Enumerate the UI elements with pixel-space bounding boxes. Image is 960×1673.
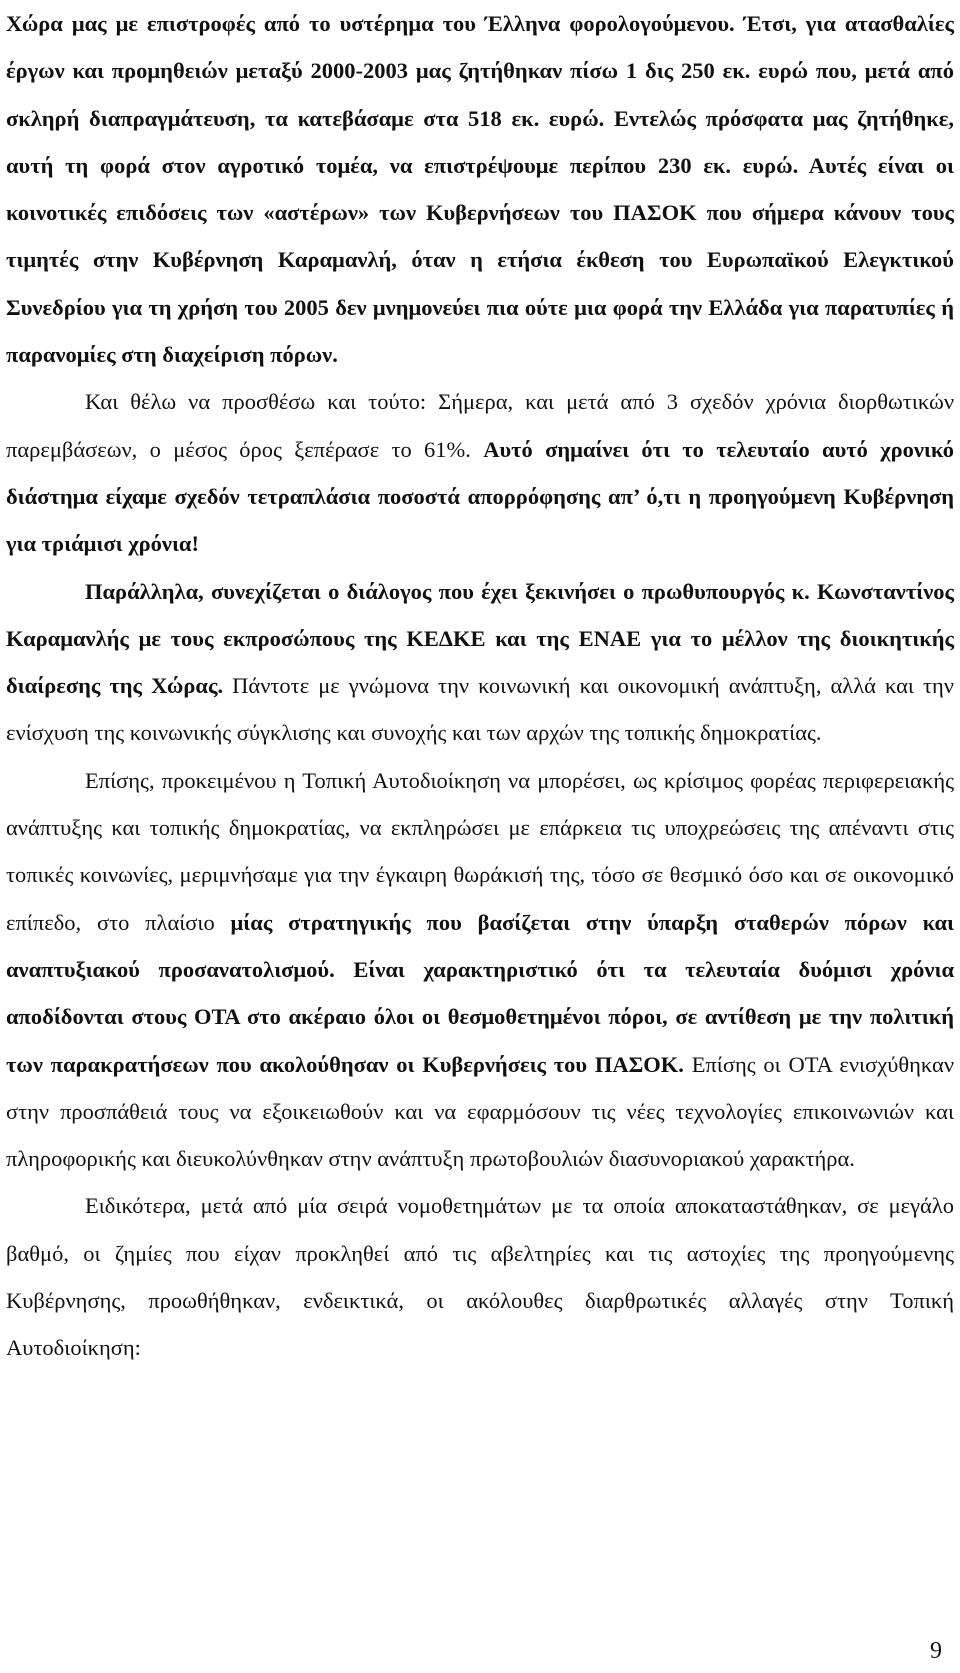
- page-number: 9: [930, 1638, 942, 1664]
- paragraph-2-text: Και θέλω να προσθέσω και τούτο: Σήμερα, και μετά από 3 σχεδόν χρόνια διορθωτικών παρεμβάσεων, ο μέσος όρος ξεπέρασε το 61%.: [6, 389, 954, 462]
- paragraph-2-bold-text: Αυτό σημαίνει ότι το τελευταίο αυτό χρονικό διάστημα είχαμε σχεδόν τετραπλάσια ποσοστά απορρόφησης απ’ ό,τι η προηγούμενη Κυβέρνηση για τριάμισι χρόνια!: [6, 436, 954, 557]
- paragraph-4: [6, 757, 954, 1183]
- paragraph-4-bold-text: μίας στρατηγικής που βασίζεται στην ύπαρξη σταθερών πόρων και αναπτυξιακού προσανατολισμού. Είναι χαρακτηριστικό ότι τα τελευταία δυόμισι χρόνια αποδίδονται στους ΟΤΑ στο ακέραιο όλοι οι θεσμοθετημένοι πόροι, σε αντίθεση με την πολιτική των παρακρατήσεων που ακολούθησαν οι Κυβερνήσεις του ΠΑΣΟΚ.: [6, 909, 954, 1077]
- paragraph-3-text: Πάντοτε με γνώμονα την κοινωνική και οικονομική ανάπτυξη, αλλά και την ενίσχυση της κοινωνικής σύγκλισης και συνοχής και των αρχών της τοπικής δημοκρατίας.: [6, 673, 954, 746]
- paragraph-4-text: Επίσης, προκειμένου η Τοπική Αυτοδιοίκηση να μπορέσει, ως κρίσιμος φορέας περιφερειακής ανάπτυξης και τοπικής δημοκρατίας, να εκπληρώσει με επάρκεια τις υποχρεώσεις της απέναντι στις τοπικές κοινωνίες, μεριμνήσαμε για την έγκαιρη θωράκισή της, τόσο σε θεσμικό όσο και σε οικονομικό επίπεδο, στο πλαίσιο: [6, 767, 954, 935]
- paragraph-3: [6, 568, 954, 757]
- paragraph-4-text-end: Επίσης οι ΟΤΑ ενισχύθηκαν στην προσπάθειά τους να εξοικειωθούν και να εφαρμόσουν τις νέες τεχνολογίες επικοινωνιών και πληροφορικής και διευκολύνθηκαν στην ανάπτυξη πρωτοβουλιών διασυνοριακού χαρακτήρα.: [6, 1051, 954, 1172]
- document-body: [6, 0, 954, 1372]
- paragraph-5: [6, 1182, 954, 1371]
- paragraph-5-text: Ειδικότερα, μετά από μία σειρά νομοθετημάτων με τα οποία αποκαταστάθηκαν, σε μεγάλο βαθμό, οι ζημίες που είχαν προκληθεί από τις αβελτηρίες και τις αστοχίες της προηγούμενης Κυβέρνησης, προωθήθηκαν, ενδεικτικά, οι ακόλουθες διαρθρωτικές αλλαγές στην Τοπική Αυτοδιοίκηση:: [6, 1193, 954, 1361]
- paragraph-2: [6, 378, 954, 567]
- paragraph-1: [6, 0, 954, 378]
- paragraph-3-bold-text: Παράλληλα, συνεχίζεται ο διάλογος που έχει ξεκινήσει ο πρωθυπουργός κ. Κωνσταντίνος Καραμανλής με τους εκπροσώπους της ΚΕΔΚΕ και της ΕΝΑΕ για το μέλλον της διοικητικής διαίρεσης της Χώρας.: [6, 578, 954, 699]
- paragraph-1-text: Χώρα μας με επιστροφές από το υστέρημα του Έλληνα φορολογούμενου. Έτσι, για ατασθαλίες έργων και προμηθειών μεταξύ 2000-2003 μας ζητήθηκαν πίσω 1 δις 250 εκ. ευρώ που, μετά από σκληρή διαπραγμάτευση, τα κατεβάσαμε στα 518 εκ. ευρώ. Εντελώς πρόσφατα μας ζητήθηκε, αυτή τη φορά στον αγροτικό τομέα, να επιστρέψουμε περίπου 230 εκ. ευρώ. Αυτές είναι οι κοινοτικές επιδόσεις των «αστέρων» των Κυβερνήσεων του ΠΑΣΟΚ που σήμερα κάνουν τους τιμητές στην Κυβέρνηση Καραμανλή, όταν η ετήσια έκθεση του Ευρωπαϊκού Ελεγκτικού Συνεδρίου για τη χρήση του 2005 δεν μνημονεύει πια ούτε μια φορά την Ελλάδα για παρατυπίες ή παρανομίες στη διαχείριση πόρων.: [6, 11, 954, 368]
